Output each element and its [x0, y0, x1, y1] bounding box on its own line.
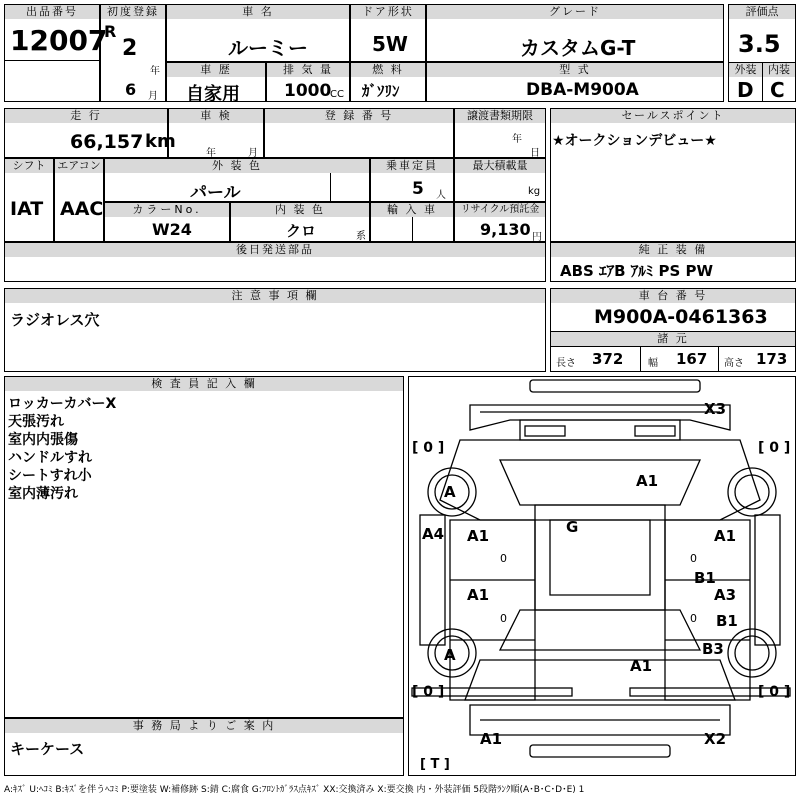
color-no-value: W24 [152, 220, 192, 239]
model-label: 型 式 [427, 63, 723, 77]
max-load-unit: kg [528, 186, 541, 197]
ext-color-value: パール [190, 183, 241, 203]
grade-label: グレード [427, 5, 723, 19]
capacity-label: 乗車定員 [371, 159, 453, 173]
lot-label: 出品番号 [5, 5, 99, 19]
ac-label: エアコン [55, 159, 103, 173]
sales-point-label: セールスポイント [551, 109, 795, 123]
sales-point-text: ★オークションデビュー★ [552, 133, 717, 149]
yen-unit: 円 [532, 232, 542, 243]
mark-x3-top: X3 [704, 400, 727, 418]
inspector-line: 室内内張傷 [8, 432, 78, 448]
era-label: R [104, 22, 117, 41]
model-value: DBA-M900A [526, 80, 639, 100]
mark-a3: A3 [714, 586, 737, 604]
office-text: キーケース [10, 740, 85, 758]
notes-text: ラジオレス穴 [10, 311, 100, 329]
chassis-value: M900A-0461363 [594, 306, 768, 328]
reg-no-label: 登 録 番 号 [265, 109, 453, 123]
mark-zero-3: 0 [500, 612, 507, 625]
mark-door-fr: A1 [714, 527, 737, 545]
equipment-value: ABS ｴｱB ｱﾙﾐ PS PW [560, 262, 714, 280]
inspector-line: ロッカーカバーX [8, 396, 117, 412]
mark-zero-1: 0 [500, 552, 507, 565]
exterior-value: D [737, 78, 754, 102]
score-value: 3.5 [738, 30, 781, 58]
length-label: 長さ [556, 358, 576, 369]
width-label: 幅 [648, 358, 658, 369]
legend-text: A:ｷｽﾞ U:ﾍｺﾐ B:ｷｽﾞを伴うﾍｺﾐ P:要塗装 W:補修跡 S:錆 C:腐食 G:ﾌﾛﾝﾄｶﾞﾗｽ点ｷｽﾞ XX:交換済み X:要交換 内・外装評価 5段階ﾗﾝｸ順(A･B･C･D･E) 1 [4, 785, 585, 795]
exterior-label: 外装 [729, 63, 762, 77]
insp-month-unit: 月 [248, 148, 258, 159]
insp-year-unit: 年 [206, 148, 216, 159]
later-parts-label: 後日発送部品 [5, 243, 545, 257]
transfer-year-unit: 年 [512, 134, 522, 145]
mileage-label: 走 行 [5, 109, 167, 123]
displacement-label: 排 気 量 [267, 63, 349, 77]
mark-rl-bracket: [ 0 ] [412, 684, 445, 700]
mark-x2: X2 [704, 730, 727, 748]
recycle-value: 9,130 [480, 220, 531, 239]
mark-wheel-fl: A [444, 483, 456, 501]
history-value: 自家用 [186, 84, 240, 105]
office-label: 事 務 局 よ り ご 案 内 [5, 719, 403, 733]
int-color-label: 内 装 色 [231, 203, 369, 217]
door-value: 5W [372, 32, 408, 56]
car-name: ルーミー [228, 36, 308, 60]
first-reg-label: 初度登録 [101, 5, 165, 19]
width-value: 167 [676, 350, 708, 368]
mileage-value: 66,157 [70, 131, 144, 153]
capacity-unit: 人 [436, 190, 446, 201]
mark-b1-a: B1 [694, 569, 716, 587]
door-label: ドア形状 [351, 5, 425, 19]
mark-zero-2: 0 [690, 552, 697, 565]
int-color-value: クロ [286, 222, 317, 240]
fuel-label: 燃 料 [351, 63, 425, 77]
chassis-label: 車 台 番 号 [551, 289, 795, 303]
cc-unit: CC [330, 89, 344, 100]
fuel-value: ｶﾞｿﾘﾝ [362, 82, 400, 100]
notes-label: 注 意 事 項 欄 [5, 289, 545, 303]
mark-t: [ T ] [420, 757, 450, 772]
inspector-line: シートすれ小 [8, 468, 92, 484]
int-color-unit: 系 [356, 231, 366, 242]
mark-door-rl: A1 [467, 586, 490, 604]
mark-b3: B3 [702, 640, 724, 658]
year-unit: 年 [150, 66, 160, 77]
inspector-line: ハンドルすれ [8, 450, 92, 466]
reg-year: 2 [122, 36, 138, 61]
grade-value: カスタムG-T [520, 36, 636, 60]
shift-label: シフト [5, 159, 53, 173]
history-label: 車 歴 [167, 63, 265, 77]
mark-rr-bracket: [ 0 ] [758, 684, 791, 700]
mark-bumper-rear-l: A1 [480, 730, 503, 748]
reg-month: 6 [125, 80, 137, 99]
shift-value: IAT [10, 198, 44, 220]
height-value: 173 [756, 350, 788, 368]
equipment-label: 純 正 装 備 [551, 243, 795, 257]
height-label: 高さ [724, 358, 744, 369]
mark-trunk: A1 [630, 657, 653, 675]
km-unit: km [145, 131, 176, 152]
lot-number: 12007 [10, 24, 108, 57]
mark-zero-4: 0 [690, 612, 697, 625]
mark-hood: A1 [636, 472, 659, 490]
inspector-line: 天張汚れ [8, 414, 64, 430]
length-value: 372 [592, 350, 624, 368]
displacement-value: 1000 [284, 81, 332, 101]
month-unit: 月 [148, 91, 158, 102]
ext-color-label: 外 装 色 [105, 159, 369, 173]
mark-door-fl: A1 [467, 527, 490, 545]
recycle-label: リサイクル預託金 [455, 203, 545, 217]
mark-roof: G [566, 518, 579, 536]
mark-wheel-rl: A [444, 646, 456, 664]
ac-value: AAC [60, 198, 104, 220]
max-load-label: 最大積載量 [455, 159, 545, 173]
color-no-label: カラーNo. [105, 203, 229, 217]
transfer-day-unit: 日 [530, 148, 540, 159]
interior-label: 内装 [763, 63, 795, 77]
inspector-line: 室内薄汚れ [8, 486, 78, 502]
score-label: 評価点 [729, 5, 795, 19]
import-label: 輸 入 車 [371, 203, 453, 217]
car-name-label: 車 名 [167, 5, 349, 19]
capacity-value: 5 [412, 179, 424, 199]
inspector-label: 検 査 員 記 入 欄 [5, 377, 403, 391]
mark-fl-bracket: [ 0 ] [412, 440, 445, 456]
transfer-label: 譲渡書類期限 [455, 109, 545, 123]
inspection-label: 車 検 [169, 109, 263, 123]
mark-a4: A4 [422, 525, 445, 543]
mark-fr-bracket: [ 0 ] [758, 440, 791, 456]
mark-b1-b: B1 [716, 612, 738, 630]
interior-value: C [770, 78, 785, 102]
specs-label: 諸 元 [551, 331, 795, 346]
